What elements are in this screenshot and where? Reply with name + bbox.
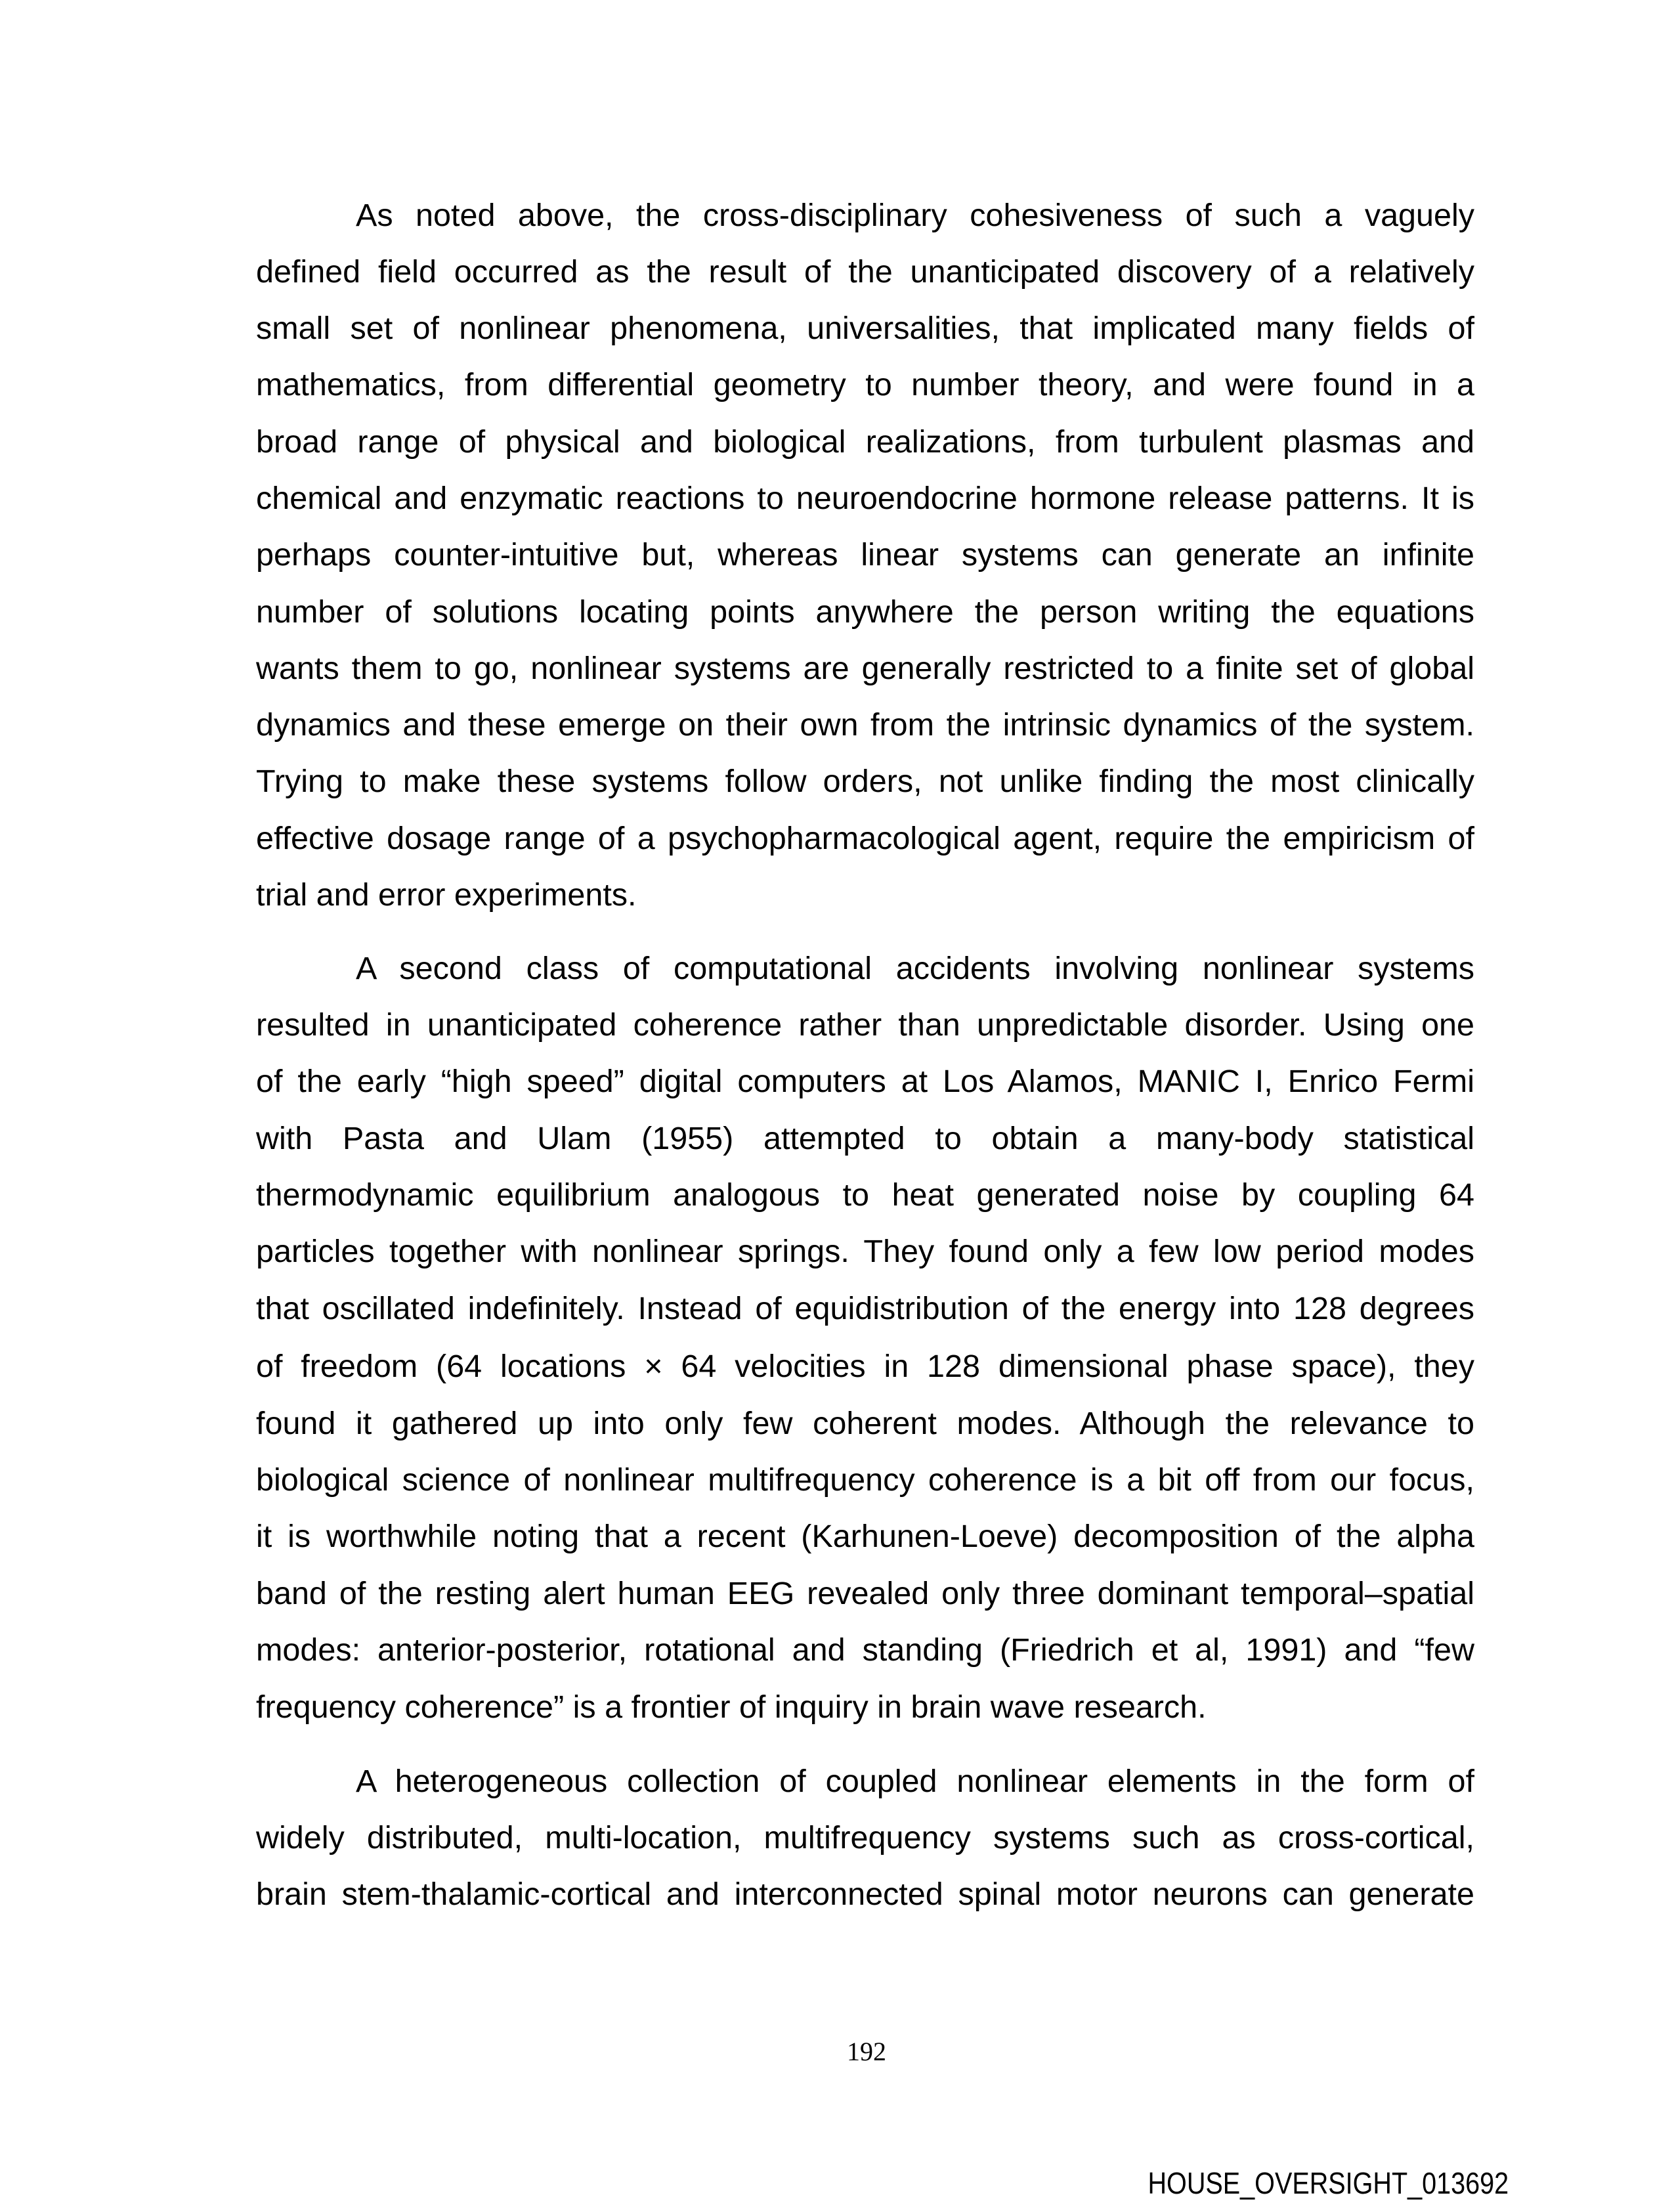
text-line: that oscillated indefinitely. Instead of equidistribution of the energy into 128 degrees — [256, 1291, 1474, 1326]
text-line: number of solutions locating points anywhere the person writing the equations — [256, 594, 1474, 630]
text-line: A heterogeneous collection of coupled nonlinear elements in the form of — [356, 1764, 1474, 1799]
page-number: 192 — [847, 2037, 886, 2066]
text-line: perhaps counter-intuitive but, whereas linear systems can generate an infinite — [256, 537, 1474, 573]
text-line: particles together with nonlinear springs. They found only a few low period modes — [256, 1234, 1474, 1269]
text-line: with Pasta and Ulam (1955) attempted to obtain a many-body statistical — [256, 1121, 1474, 1156]
text-line: small set of nonlinear phenomena, universalities, that implicated many fields of — [256, 311, 1474, 346]
text-line: dynamics and these emerge on their own from the intrinsic dynamics of the system. — [256, 707, 1474, 743]
text-line: wants them to go, nonlinear systems are generally restricted to a finite set of global — [256, 651, 1474, 686]
text-line: effective dosage range of a psychopharmacological agent, require the empiricism of — [256, 821, 1474, 856]
text-line: found it gathered up into only few coherent modes. Although the relevance to — [256, 1406, 1474, 1441]
text-line: band of the resting alert human EEG revealed only three dominant temporal–spatial — [256, 1576, 1474, 1611]
text-line: trial and error experiments. — [256, 877, 637, 913]
text-line: it is worthwhile noting that a recent (Karhunen-Loeve) decomposition of the alpha — [256, 1519, 1474, 1554]
text-line: resulted in unanticipated coherence rather than unpredictable disorder. Using one — [256, 1007, 1474, 1043]
text-line: thermodynamic equilibrium analogous to heat generated noise by coupling 64 — [256, 1177, 1474, 1213]
text-line: frequency coherence” is a frontier of inquiry in brain wave research. — [256, 1689, 1207, 1725]
text-line: chemical and enzymatic reactions to neuroendocrine hormone release patterns. It is — [256, 481, 1474, 516]
text-line: defined field occurred as the result of the unanticipated discovery of a relatively — [256, 254, 1474, 290]
text-line: of freedom (64 locations × 64 velocities in 128 dimensional phase space), they — [256, 1349, 1474, 1384]
text-line: brain stem-thalamic-cortical and interconnected spinal motor neurons can generate — [256, 1876, 1474, 1912]
text-line: widely distributed, multi-location, multifrequency systems such as cross-cortical, — [256, 1820, 1474, 1855]
text-line: of the early “high speed” digital computers at Los Alamos, MANIC I, Enrico Fermi — [256, 1064, 1474, 1099]
text-line: biological science of nonlinear multifrequency coherence is a bit off from our focus, — [256, 1462, 1474, 1498]
text-line: Trying to make these systems follow orders, not unlike finding the most clinically — [256, 764, 1474, 799]
text-line: mathematics, from differential geometry to number theory, and were found in a — [256, 367, 1474, 402]
bates-number: HOUSE_OVERSIGHT_013692 — [1148, 2166, 1509, 2200]
text-line: broad range of physical and biological realizations, from turbulent plasmas and — [256, 424, 1474, 460]
text-line: A second class of computational accidents involving nonlinear systems — [356, 951, 1474, 986]
text-line: As noted above, the cross-disciplinary cohesiveness of such a vaguely — [356, 198, 1474, 233]
text-line: modes: anterior-posterior, rotational and standing (Friedrich et al, 1991) and “few — [256, 1632, 1474, 1668]
